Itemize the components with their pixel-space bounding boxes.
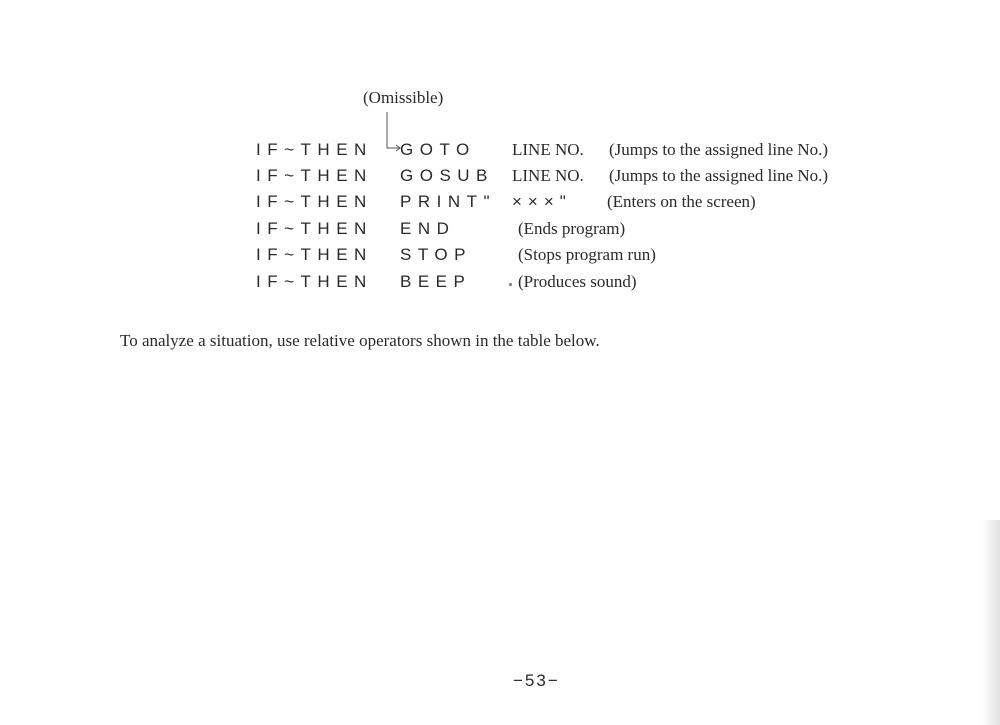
argument-line-no: LINE NO. bbox=[512, 166, 584, 185]
keyword-goto: GOTO bbox=[400, 140, 476, 159]
statement-row-end bbox=[0, 219, 1000, 241]
description-stop: (Stops program run) bbox=[518, 245, 656, 264]
description-gosub: (Jumps to the assigned line No.) bbox=[609, 166, 829, 185]
page-number: −53− bbox=[513, 671, 560, 690]
description-beep: (Produces sound) bbox=[518, 272, 637, 291]
keyword-end: END bbox=[400, 219, 456, 238]
if-then-prefix: IF~THEN bbox=[256, 245, 373, 264]
keyword-stop: STOP bbox=[400, 245, 472, 264]
argument-line-no: LINE NO. bbox=[512, 140, 584, 159]
scan-speck bbox=[509, 283, 512, 286]
keyword-print: PRINT" bbox=[400, 192, 497, 211]
description-print: (Enters on the screen) bbox=[607, 192, 756, 211]
statement-row-print bbox=[0, 192, 1000, 214]
statement-row-beep bbox=[0, 272, 1000, 294]
body-paragraph: To analyze a situation, use relative operators shown in the table below. bbox=[120, 331, 600, 350]
description-goto: (Jumps to the assigned line No.) bbox=[609, 140, 829, 159]
if-then-prefix: IF~THEN bbox=[256, 192, 373, 211]
if-then-prefix: IF~THEN bbox=[256, 219, 373, 238]
if-then-prefix: IF~THEN bbox=[256, 140, 373, 159]
description-end: (Ends program) bbox=[518, 219, 626, 238]
keyword-beep: BEEP bbox=[400, 272, 472, 291]
statement-row-gosub bbox=[0, 166, 1000, 188]
page-edge-shadow bbox=[982, 520, 1000, 725]
argument-print-string: ×××" bbox=[512, 192, 572, 211]
keyword-gosub: GOSUB bbox=[400, 166, 494, 185]
statement-row-stop bbox=[0, 245, 1000, 267]
statement-row-goto bbox=[0, 140, 1000, 162]
if-then-prefix: IF~THEN bbox=[256, 272, 373, 291]
omissible-label: (Omissible) bbox=[363, 88, 444, 107]
if-then-prefix: IF~THEN bbox=[256, 166, 373, 185]
